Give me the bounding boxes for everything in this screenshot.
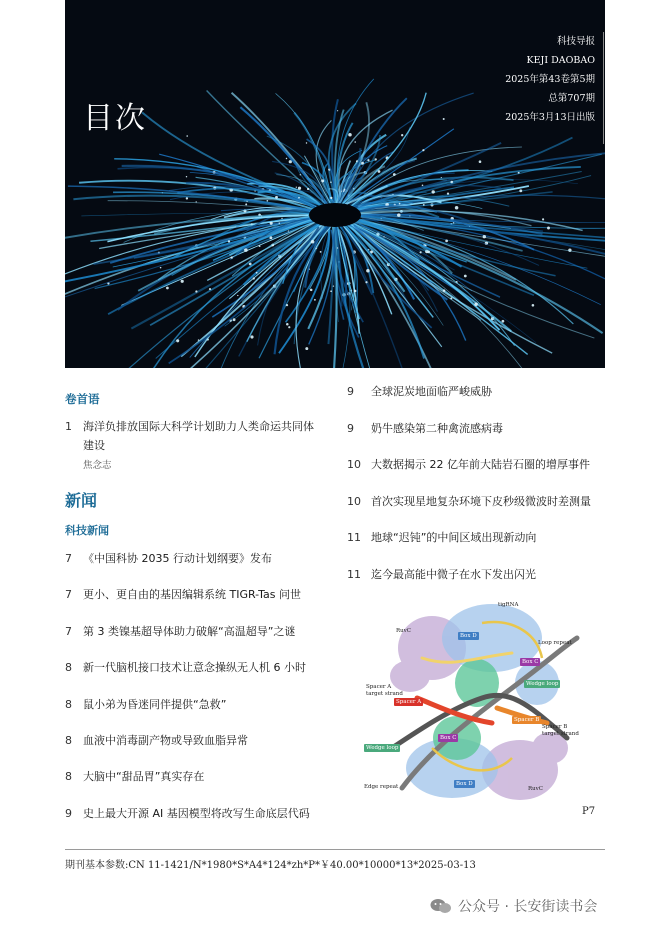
toc-title: 地球“迟钝”的中间区域出现新动向 <box>371 531 537 545</box>
toc-title: 更小、更自由的基因编辑系统 TIGR-Tas 问世 <box>83 588 302 602</box>
toc-title: 史上最大开源 AI 基因模型将改写生命底层代码 <box>83 806 310 820</box>
page-number: 10 <box>347 458 361 472</box>
footer-divider <box>65 849 605 850</box>
masthead <box>505 32 595 127</box>
toc-title: 迄今最高能中微子在水下发出闪光 <box>371 568 536 581</box>
toc-item[interactable] <box>347 456 627 474</box>
label-wedge-left: Wedge loop <box>366 745 399 751</box>
toc-item[interactable] <box>65 732 345 750</box>
label-spacer-a-target: Spacer A target strand <box>366 684 403 697</box>
page-title: 目次 <box>83 101 147 136</box>
page-number: 9 <box>347 421 354 435</box>
label-tigrna: tigRNA <box>498 602 519 608</box>
page-number: 11 <box>347 568 361 581</box>
toc-preface[interactable] <box>65 418 335 458</box>
label-box-d-top: Box D <box>460 633 477 639</box>
toc-title: 大脑中“甜品胃”真实存在 <box>83 770 205 784</box>
toc-item[interactable] <box>347 566 627 584</box>
label-box-c-left: Box C <box>440 735 457 741</box>
masthead-rule <box>603 32 604 144</box>
toc-item[interactable] <box>65 768 345 786</box>
toc-title-cont: 建设 <box>83 439 105 452</box>
page-number: 9 <box>65 806 72 820</box>
toc-title: 全球泥炭地面临严峻威胁 <box>371 385 492 398</box>
page-number: 8 <box>65 661 72 675</box>
label-wedge-right: Wedge loop <box>526 681 559 687</box>
page-number: 7 <box>65 552 72 565</box>
protein-structure-figure <box>362 598 588 804</box>
watermark-text: 公众号 · 长安街读书会 <box>458 899 598 915</box>
section-news: 新闻 <box>65 491 98 510</box>
page-number: 8 <box>65 770 72 784</box>
wechat-icon <box>430 898 452 914</box>
issue-volume: 2025年第43卷第5期 <box>505 74 595 85</box>
toc-item[interactable] <box>347 493 627 511</box>
toc-item[interactable] <box>65 696 345 714</box>
section-preface: 卷首语 <box>65 392 100 406</box>
watermark <box>430 896 597 916</box>
figure-page-ref: P7 <box>582 806 596 817</box>
label-spacer-a: Spacer A <box>396 699 422 705</box>
label-box-d-bottom: Box D <box>456 781 473 787</box>
journal-parameters: 期刊基本参数:CN 11-1421/N*1980*S*A4*124*zh*P*￥40.00*10000*13*2025-03-13 <box>65 860 476 871</box>
toc-title: 大数据揭示 22 亿年前大陆岩石圈的增厚事件 <box>371 458 590 472</box>
page-number: 7 <box>65 624 72 638</box>
page-number: 1 <box>65 420 72 433</box>
label-spacer-b: Spacer B <box>514 717 540 723</box>
label-loop-repeat: Loop repeat <box>538 640 572 646</box>
label-ruvc-top: RuvC <box>396 628 411 634</box>
toc-item[interactable] <box>65 623 345 641</box>
label-edge-repeat: Edge repeat <box>364 784 399 790</box>
section-tech-news: 科技新闻 <box>65 524 109 537</box>
toc-title: 首次实现星地复杂环境下皮秒级微波时差测量 <box>371 494 591 508</box>
toc-item[interactable] <box>65 586 345 604</box>
toc-title: 《中国科协 2035 行动计划纲要》发布 <box>83 552 272 565</box>
author: 焦念志 <box>83 460 112 471</box>
page-number: 8 <box>65 697 72 711</box>
page-number: 11 <box>347 531 361 545</box>
toc-title: 鼠小弟为昏迷同伴提供“急救” <box>83 697 227 711</box>
toc-title: 第 3 类镍基超导体助力破解“高温超导”之谜 <box>83 624 296 638</box>
journal-name-cn: 科技导报 <box>556 36 595 47</box>
toc-item[interactable] <box>65 659 345 677</box>
cover-image <box>65 0 605 368</box>
toc-item[interactable] <box>347 383 627 401</box>
journal-name-pinyin: KEJI DAOBAO <box>526 55 595 66</box>
toc-item[interactable] <box>347 420 627 438</box>
toc-item[interactable] <box>65 805 345 823</box>
page-number: 9 <box>347 385 354 398</box>
label-ruvc-bottom: RuvC <box>528 786 543 792</box>
page-number: 10 <box>347 494 361 508</box>
toc-item[interactable] <box>65 550 345 568</box>
toc-title: 海洋负排放国际大科学计划助力人类命运共同体 <box>83 420 314 433</box>
toc-title: 新一代脑机接口技术让意念操纵无人机 6 小时 <box>83 661 306 675</box>
toc-title: 奶牛感染第二种禽流感病毒 <box>371 421 503 435</box>
toc-item[interactable] <box>347 529 627 547</box>
label-box-c-right: Box C <box>522 659 539 665</box>
label-spacer-b-target: Spacer B target strand <box>542 724 579 737</box>
page-number: 7 <box>65 588 72 602</box>
issue-date: 2025年3月13日出版 <box>505 112 595 123</box>
page-number: 8 <box>65 734 72 747</box>
toc-title: 血液中消毒副产物或导致血脂异常 <box>83 734 248 747</box>
issue-total: 总第707期 <box>548 93 595 104</box>
